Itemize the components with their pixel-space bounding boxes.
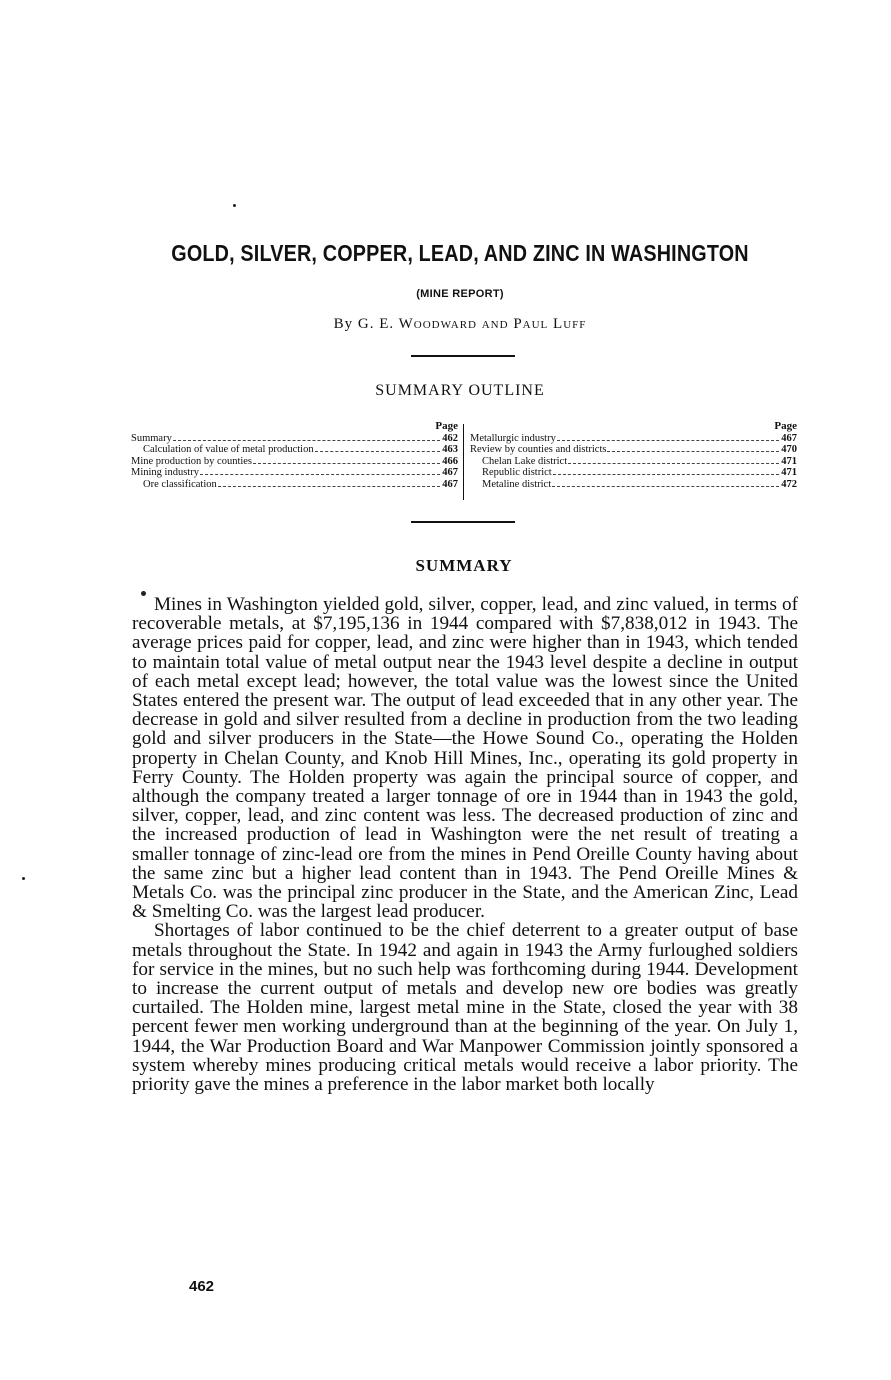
toc-entry-label: Metallurgic industry: [470, 432, 556, 444]
leader-dots: [552, 486, 779, 487]
toc-entry-label: Ore classification: [143, 478, 217, 490]
toc-entry-page: 462: [442, 432, 458, 444]
toc-entry-label: Calculation of value of metal production: [143, 444, 314, 456]
toc-right-column: [470, 421, 797, 491]
leader-dots: [553, 474, 780, 475]
outline-divider: [411, 521, 515, 523]
toc-entry[interactable]: [131, 456, 458, 468]
page-number: 462: [189, 1278, 215, 1295]
leader-dots: [315, 451, 441, 452]
toc-left-column: [131, 421, 458, 491]
toc-entry-label: Metaline district: [482, 478, 552, 490]
leader-dots: [218, 486, 440, 487]
toc-entry-label: Chelan Lake district: [482, 455, 568, 467]
leader-dots: [173, 440, 440, 441]
toc-entry[interactable]: [470, 444, 797, 456]
toc-page-label: Page: [774, 420, 797, 432]
toc-entry[interactable]: [470, 479, 797, 491]
toc-entry[interactable]: [131, 467, 458, 479]
toc-entry-label: Summary: [131, 432, 172, 444]
toc-entry-label: Mine production by counties: [131, 455, 253, 467]
toc-entry-page: 471: [781, 467, 797, 479]
byline: [60, 316, 860, 333]
page-title: GOLD, SILVER, COPPER, LEAD, AND ZINC IN WASHINGTON: [171, 240, 749, 266]
byline-by: By: [333, 316, 354, 332]
toc-entry[interactable]: [131, 433, 458, 445]
leader-dots: [200, 474, 440, 475]
toc-entry-page: 466: [442, 455, 458, 467]
byline-and: and: [481, 316, 509, 332]
toc-entry-page: 470: [781, 444, 797, 456]
leader-dots: [253, 463, 440, 464]
section-heading: SUMMARY: [415, 556, 513, 575]
author-name: G. E. Woodward: [357, 316, 477, 332]
toc-entry[interactable]: [470, 467, 797, 479]
leader-dots: [557, 440, 779, 441]
toc-page-label: Page: [435, 420, 458, 432]
toc-entry[interactable]: [470, 456, 797, 468]
outline-heading: SUMMARY OUTLINE: [375, 382, 545, 399]
toc-entry-label: Republic district: [482, 467, 552, 479]
body-paragraph: Mines in Washington yielded gold, silver, copper, lead, and zinc valued, in terms of recoverable metals, at $7,195,136 in 1944 compared with $7,838,012 in 1943. The average prices paid for copper, lead, and zinc were higher than in 1943, which tended to maintain total value of metal output near the 1943 level despite a decline in output of each metal except lead; however, the total value was the lowest since the United States entered the present war. The output of lead exceeded that in any other year. The decrease in gold and silver resulted from a decline in production from the two leading gold and silver producers in the State—the Howe Sound Co., operating the Holden property in Chelan County, and Knob Hill Mines, Inc., operating its gold property in Ferry County. The Holden property was again the principal source of copper, and although the company treated a larger tonnage of ore in 1944 than in 1943 the gold, silver, copper, lead, and zinc content was less. The decreased production of zinc and the increased production of lead in Washington were the net result of treating a smaller tonnage of zinc-lead ore from the mines in Pend Oreille County having about the same zinc but a higher lead content than in 1943. The Pend Oreille Mines & Metals Co. was the principal zinc producer in the State, and the American Zinc, Lead & Smelting Co. was the largest lead producer.: [132, 594, 798, 923]
toc-entry-page: 463: [442, 444, 458, 456]
leader-dots: [568, 463, 779, 464]
toc-column-divider: [463, 424, 464, 500]
toc-entry-label: Review by counties and districts: [470, 444, 607, 456]
toc-entry-page: 467: [442, 467, 458, 479]
title-divider: [411, 355, 515, 357]
report-subtitle: (MINE REPORT): [416, 288, 504, 300]
toc-entry-page: 472: [781, 478, 797, 490]
body-paragraph: Shortages of labor continued to be the chief deterrent to a greater output of base metals throughout the State. In 1942 and again in 1943 the Army furloughed soldiers for service in the mines, but no such help was forthcoming during 1944. Development to increase the current output of metals and develop new ore bodies was greatly curtailed. The Holden mine, largest metal mine in the State, closed the year with 38 percent fewer men working underground than at the beginning of the year. On July 1, 1944, the War Production Board and War Manpower Commission jointly sponsored a system whereby mines producing critical metals would receive a labor priority. The priority gave the mines a preference in the labor market both locally: [132, 920, 798, 1096]
author-name: Paul Luff: [513, 316, 587, 332]
toc-entry-page: 467: [781, 432, 797, 444]
print-speck: [22, 877, 25, 880]
toc-entry[interactable]: [470, 433, 797, 445]
leader-dots: [607, 451, 779, 452]
summary-body: [132, 595, 798, 1094]
toc-entry-label: Mining industry: [131, 467, 199, 479]
toc-entry[interactable]: [131, 479, 458, 491]
toc-entry-page: 471: [781, 455, 797, 467]
toc-entry-page: 467: [442, 478, 458, 490]
print-speck: [233, 204, 236, 207]
toc-entry[interactable]: [131, 444, 458, 456]
